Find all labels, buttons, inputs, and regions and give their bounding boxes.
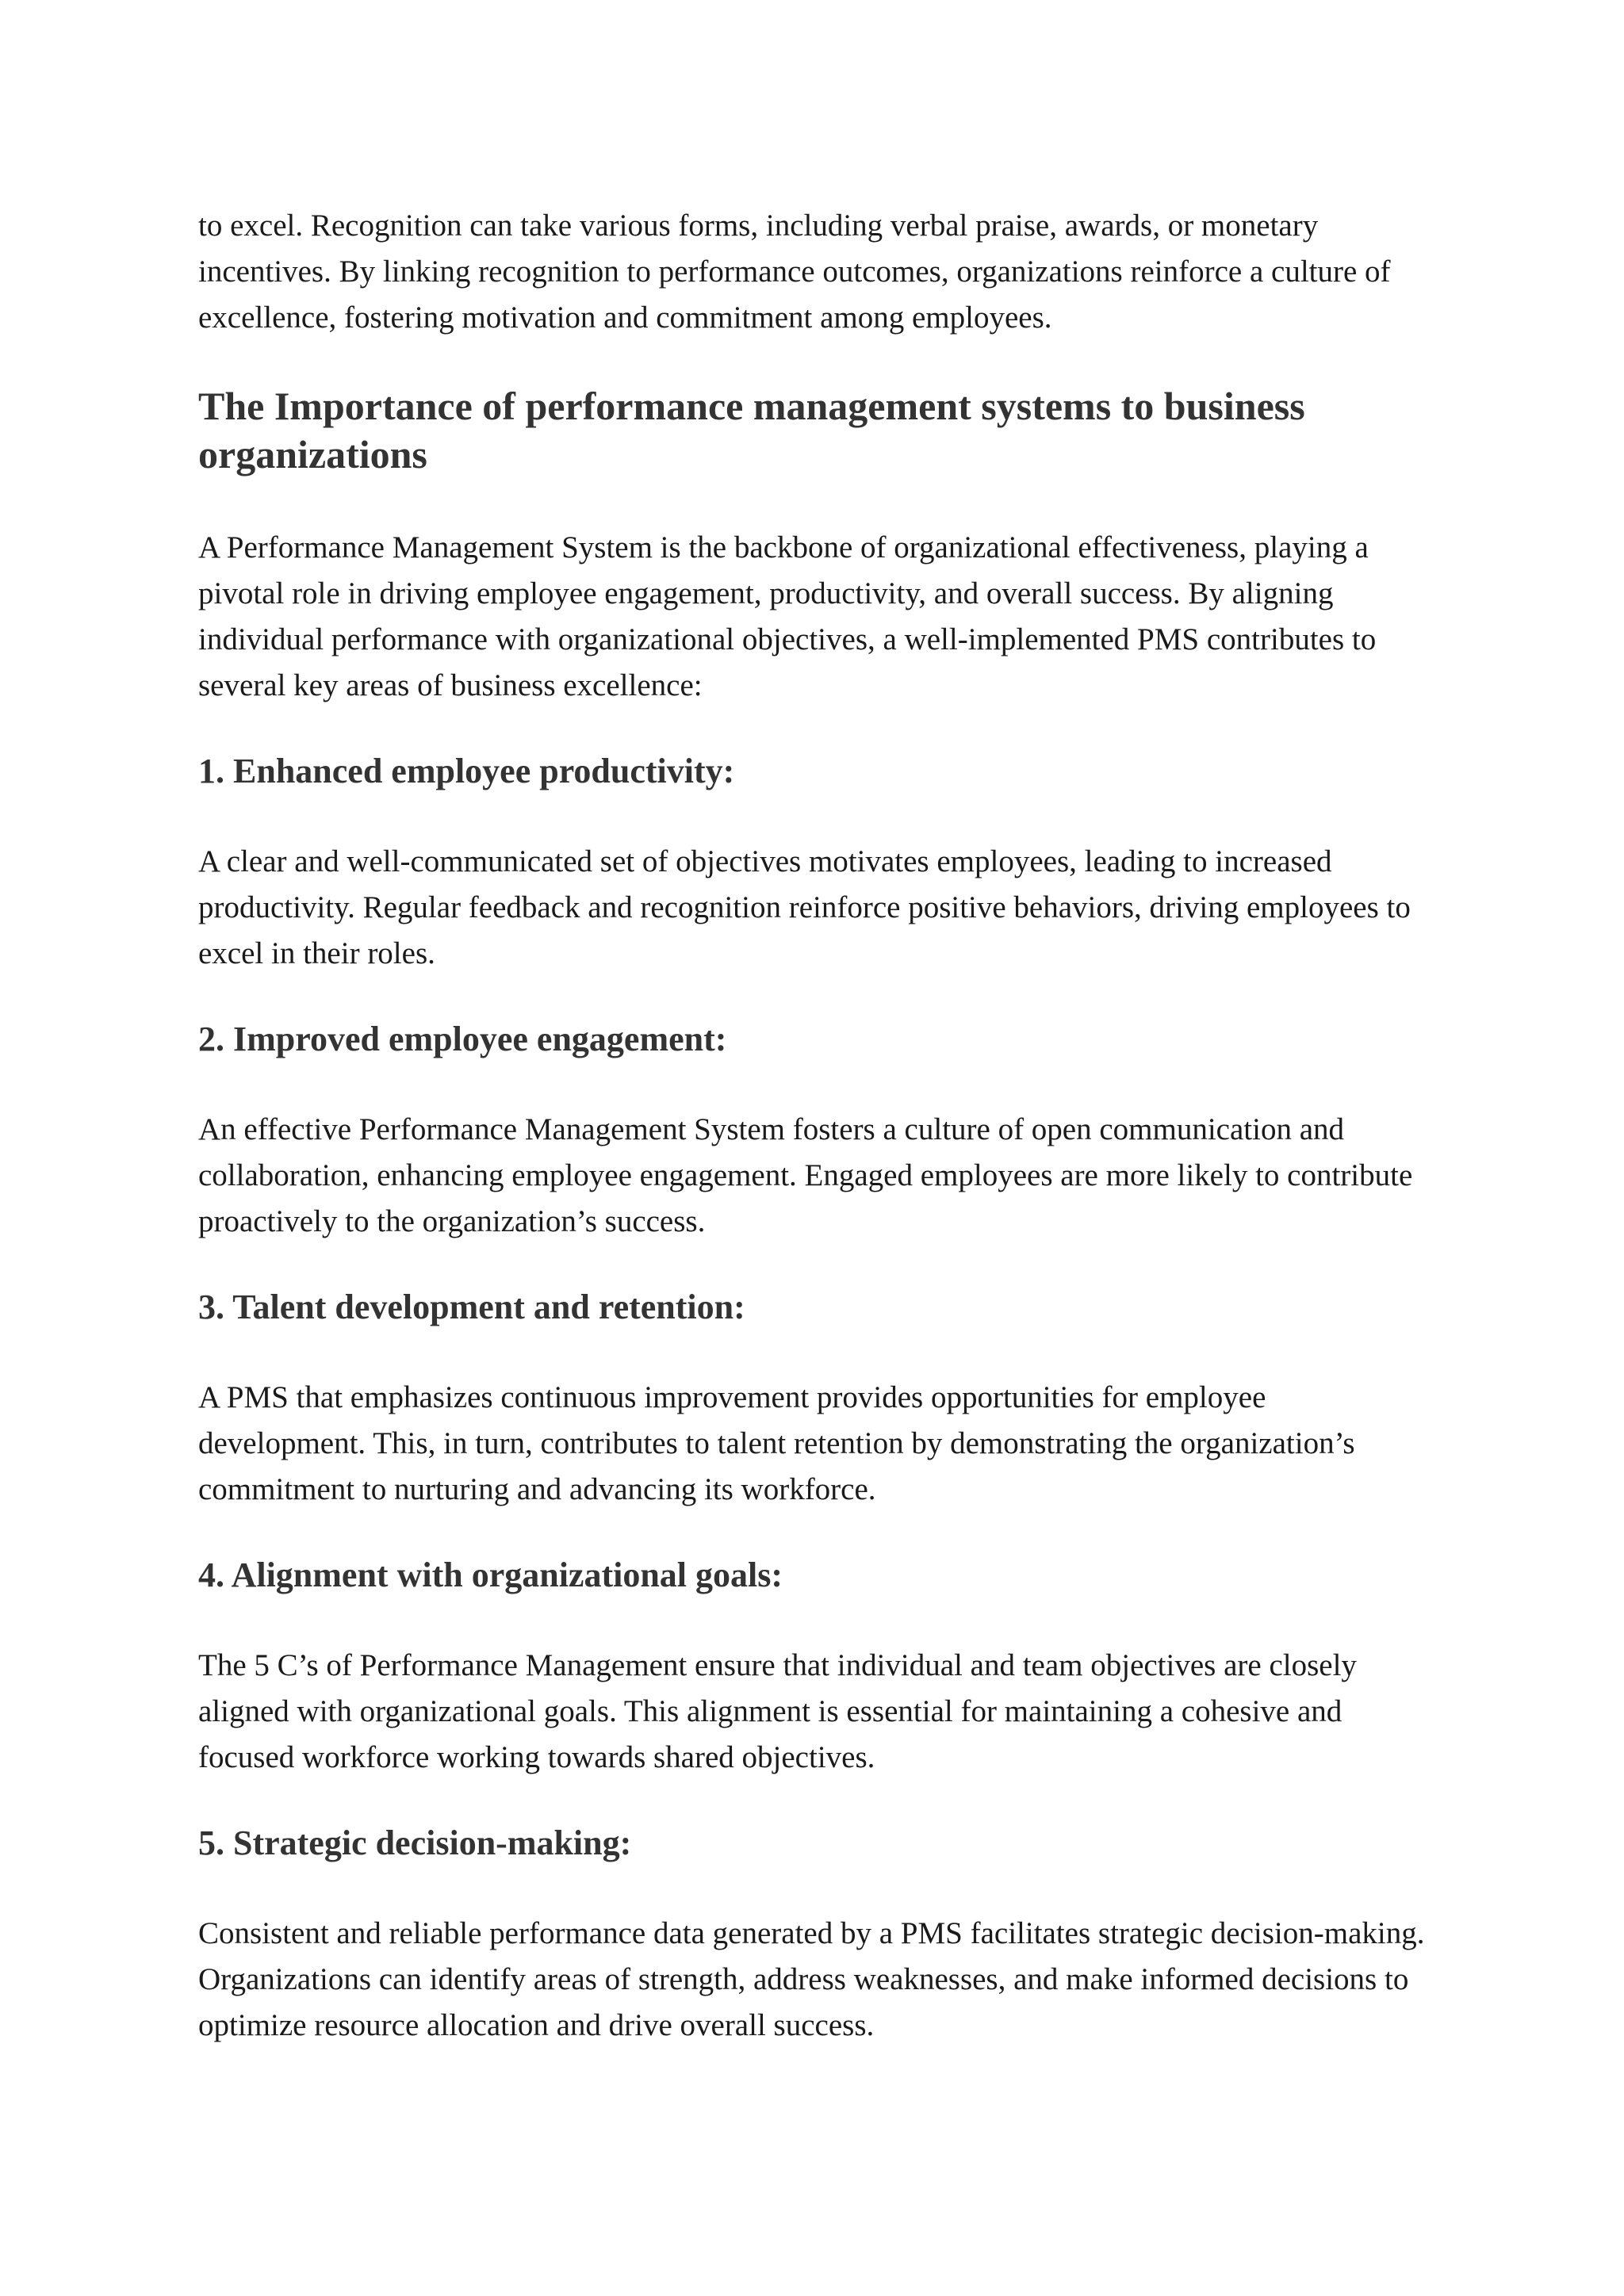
section-heading-talent: 3. Talent development and retention: bbox=[198, 1288, 745, 1326]
main-heading: The Importance of performance management systems to business organizations bbox=[198, 384, 1305, 476]
intro-paragraph: to excel. Recognition can take various forms, including verbal praise, awards, or monetary incentives. By linking recognition to performance outcomes, organizations reinforce a culture of excellence, fostering motivation and commitment among employees. bbox=[198, 209, 1391, 335]
document-page bbox=[198, 203, 1435, 2049]
main-paragraph: A Performance Management System is the backbone of organizational effectiveness, playing a pivotal role in driving employee engagement, productivity, and overall success. By aligning individual performance with organizational objectives, a well-implemented PMS contributes to several key areas of business excellence: bbox=[198, 530, 1377, 702]
section-body-alignment: The 5 C’s of Performance Management ensure that individual and team objectives are closely aligned with organizational goals. This alignment is essential for maintaining a cohesive and focused workforce working towards shared objectives. bbox=[198, 1648, 1357, 1774]
section-body-talent: A PMS that emphasizes continuous improvement provides opportunities for employee development. This, in turn, contributes to talent retention by demonstrating the organization’s commitment to nurturing and advancing its workforce. bbox=[198, 1380, 1355, 1506]
section-heading-alignment: 4. Alignment with organizational goals: bbox=[198, 1556, 783, 1594]
section-body-decision-making: Consistent and reliable performance data generated by a PMS facilitates strategic decision-making. Organizations can identify areas of strength, address weaknesses, and make informed decisions to optimize resource allocation and drive overall success. bbox=[198, 1916, 1425, 2042]
section-heading-decision-making: 5. Strategic decision-making: bbox=[198, 1823, 632, 1862]
section-heading-engagement: 2. Improved employee engagement: bbox=[198, 1020, 727, 1058]
section-heading-productivity: 1. Enhanced employee productivity: bbox=[198, 752, 735, 790]
section-body-engagement: An effective Performance Management System fosters a culture of open communication and collaboration, enhancing employee engagement. Engaged employees are more likely to contribute proactively to the organization’s success. bbox=[198, 1112, 1413, 1238]
section-body-productivity: A clear and well-communicated set of objectives motivates employees, leading to increased productivity. Regular feedback and recognition reinforce positive behaviors, driving employees to excel in their roles. bbox=[198, 844, 1411, 970]
